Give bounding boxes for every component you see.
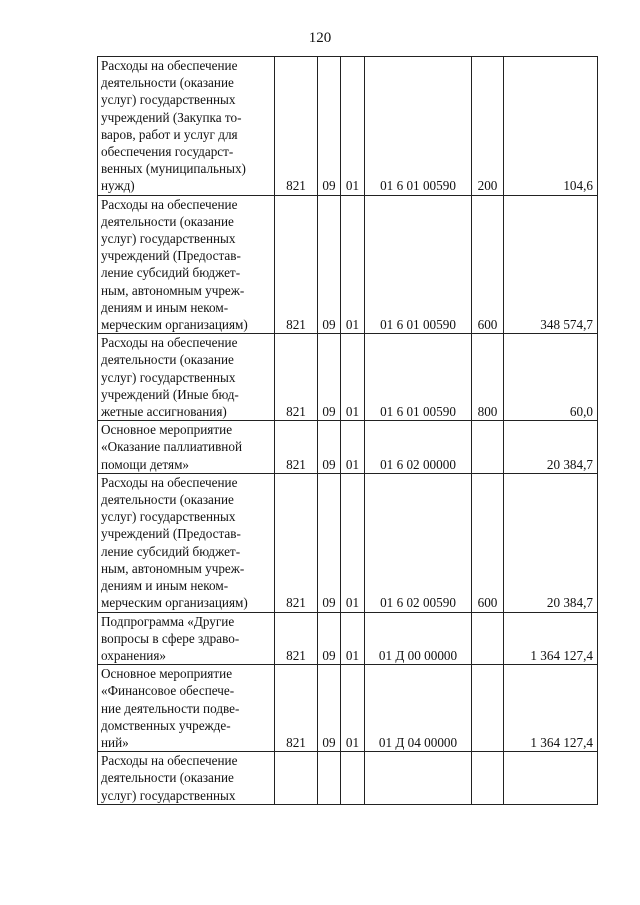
row-description: Расходы на обеспечение деятельности (оказание услуг) государственных учреждений (Предостав- ление субсидий бюджет- ным, автономным учреж- дениям и иным неком- мерческим организациям): [98, 195, 275, 334]
subsection-code: 01: [341, 421, 365, 474]
row-description: Расходы на обеспечение деятельности (оказание услуг) государственных учреждений (Иные бюд- жетные ассигнования): [98, 334, 275, 421]
target-article-code: 01 6 01 00590: [365, 57, 472, 196]
ministry-code: 821: [275, 473, 318, 612]
section-code: [318, 752, 341, 805]
target-article-code: 01 Д 04 00000: [365, 665, 472, 752]
subsection-code: 01: [341, 195, 365, 334]
row-description: Подпрограмма «Другие вопросы в сфере здраво- охранения»: [98, 612, 275, 665]
expense-type-code: 600: [472, 195, 504, 334]
expense-type-code: 800: [472, 334, 504, 421]
amount: 20 384,7: [504, 473, 598, 612]
expense-type-code: [472, 752, 504, 805]
subsection-code: 01: [341, 57, 365, 196]
ministry-code: [275, 752, 318, 805]
table-row: [98, 612, 598, 665]
section-code: 09: [318, 195, 341, 334]
subsection-code: 01: [341, 612, 365, 665]
table-row: [98, 473, 598, 612]
amount: 348 574,7: [504, 195, 598, 334]
section-code: 09: [318, 421, 341, 474]
section-code: 09: [318, 665, 341, 752]
section-code: 09: [318, 612, 341, 665]
expense-type-code: [472, 421, 504, 474]
ministry-code: 821: [275, 195, 318, 334]
table-row: [98, 57, 598, 196]
row-description: Расходы на обеспечение деятельности (оказание услуг) государственных учреждений (Закупка то- варов, работ и услуг для обеспечения государст- венных (муниципальных) нужд): [98, 57, 275, 196]
subsection-code: 01: [341, 665, 365, 752]
expense-type-code: 600: [472, 473, 504, 612]
section-code: 09: [318, 334, 341, 421]
expense-type-code: [472, 612, 504, 665]
table-row: [98, 665, 598, 752]
row-description: Основное мероприятие «Оказание паллиативной помощи детям»: [98, 421, 275, 474]
page-number: 120: [308, 30, 332, 46]
target-article-code: [365, 752, 472, 805]
target-article-code: 01 6 02 00000: [365, 421, 472, 474]
amount: 60,0: [504, 334, 598, 421]
row-description: Основное мероприятие «Финансовое обеспече- ние деятельности подве- домственных учрежде- ний»: [98, 665, 275, 752]
target-article-code: 01 6 01 00590: [365, 195, 472, 334]
section-code: 09: [318, 57, 341, 196]
ministry-code: 821: [275, 612, 318, 665]
subsection-code: 01: [341, 473, 365, 612]
expense-type-code: [472, 665, 504, 752]
budget-table: [97, 56, 598, 805]
ministry-code: 821: [275, 57, 318, 196]
ministry-code: 821: [275, 421, 318, 474]
row-description: Расходы на обеспечение деятельности (оказание услуг) государственных учреждений (Предостав- ление субсидий бюджет- ным, автономным учреж- дениям и иным неком- мерческим организациям): [98, 473, 275, 612]
target-article-code: 01 6 01 00590: [365, 334, 472, 421]
ministry-code: 821: [275, 665, 318, 752]
section-code: 09: [318, 473, 341, 612]
expense-type-code: 200: [472, 57, 504, 196]
row-description: Расходы на обеспечение деятельности (оказание услуг) государственных: [98, 752, 275, 805]
amount: 1 364 127,4: [504, 612, 598, 665]
target-article-code: 01 Д 00 00000: [365, 612, 472, 665]
ministry-code: 821: [275, 334, 318, 421]
table-row: [98, 421, 598, 474]
target-article-code: 01 6 02 00590: [365, 473, 472, 612]
subsection-code: [341, 752, 365, 805]
table-row: [98, 752, 598, 805]
amount: [504, 752, 598, 805]
subsection-code: 01: [341, 334, 365, 421]
amount: 104,6: [504, 57, 598, 196]
amount: 20 384,7: [504, 421, 598, 474]
table-row: [98, 195, 598, 334]
table-row: [98, 334, 598, 421]
amount: 1 364 127,4: [504, 665, 598, 752]
